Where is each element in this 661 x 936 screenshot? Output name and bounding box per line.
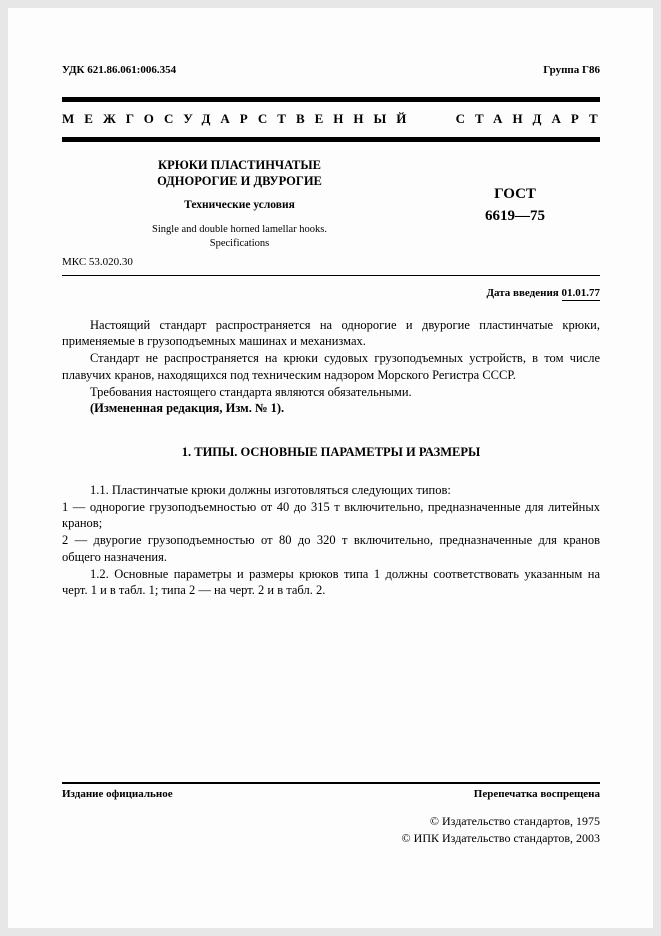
section-1-heading: 1. ТИПЫ. ОСНОВНЫЕ ПАРАМЕТРЫ И РАЗМЕРЫ: [181, 445, 481, 460]
document-title-line2: ОДНОРОГИЕ И ДВУРОГИЕ: [157, 173, 322, 188]
type-item-2: 2 — двурогие грузоподъемностью от 80 до 320 т включительно, предназначенные для кранов общего назначения.: [62, 533, 600, 564]
footer-divider: [62, 782, 600, 784]
gost-number: 6619—75: [485, 207, 545, 224]
copyright-2003: © ИПК Издательство стандартов, 2003: [401, 831, 600, 846]
document-title: [62, 158, 417, 189]
official-edition-label: Издание официальное: [62, 788, 173, 800]
group-code: Группа Г86: [543, 64, 600, 76]
gost-label: ГОСТ: [494, 186, 536, 202]
udk-code: УДК 621.86.061:006.354: [62, 64, 177, 76]
title-left-column: [62, 158, 417, 268]
paragraph-scope: Настоящий стандарт распространяется на однорогие и двурогие пластинчатые крюки, применяемые в грузоподъемных машинах и механизмах.: [62, 317, 600, 349]
paragraph-mandatory: Требования настоящего стандарта являются обязательными.: [90, 384, 412, 399]
body-text: [62, 317, 600, 600]
type-item-1: 1 — однорогие грузоподъемностью от 40 до 315 т включительно, предназначенные для литейных кранов;: [62, 499, 600, 531]
document-title-line1: КРЮКИ ПЛАСТИНЧАТЫЕ: [158, 158, 321, 172]
gost-designation: [430, 158, 600, 268]
standard-banner: [62, 97, 608, 142]
reprint-prohibited-label: Перепечатка воспрещена: [473, 788, 600, 800]
footer-line: [62, 788, 600, 800]
title-block: [62, 158, 600, 268]
document-subtitle: Технические условия: [184, 199, 295, 212]
document-page: [8, 8, 653, 928]
copyright-block: [62, 813, 600, 848]
introduction-date: [62, 287, 600, 299]
banner-text: МЕЖГОСУДАРСТВЕННЫЙ СТАНДАРТ: [62, 111, 608, 126]
header-divider: [62, 275, 600, 276]
date-value: 01.01.77: [561, 286, 600, 299]
amendment-note: (Измененная редакция, Изм. № 1).: [90, 401, 285, 416]
english-title: [62, 223, 417, 250]
date-label: Дата введения: [486, 286, 559, 299]
paragraph-1-1: 1.1. Пластинчатые крюки должны изготовляться следующих типов:: [90, 482, 451, 497]
page-footer: [62, 782, 600, 848]
paragraph-exclusion: Стандарт не распространяется на крюки судовых грузоподъемных устройств, в том числе плавучих кранов, находящихся под техническим надзором Морского Регистра СССР.: [62, 351, 600, 382]
english-title-line1: Single and double horned lamellar hooks.: [152, 224, 327, 236]
mks-code: МКС 53.020.30: [62, 255, 133, 268]
english-title-line2: Specifications: [209, 237, 270, 249]
classification-line: [62, 64, 600, 76]
paragraph-1-2: 1.2. Основные параметры и размеры крюков типа 1 должны соответствовать указанным на черт. 1 и в табл. 1; типа 2 — на черт. 2 и в табл. 2.: [62, 566, 600, 598]
copyright-1975: © Издательство стандартов, 1975: [429, 814, 600, 828]
page-content: [8, 8, 653, 599]
